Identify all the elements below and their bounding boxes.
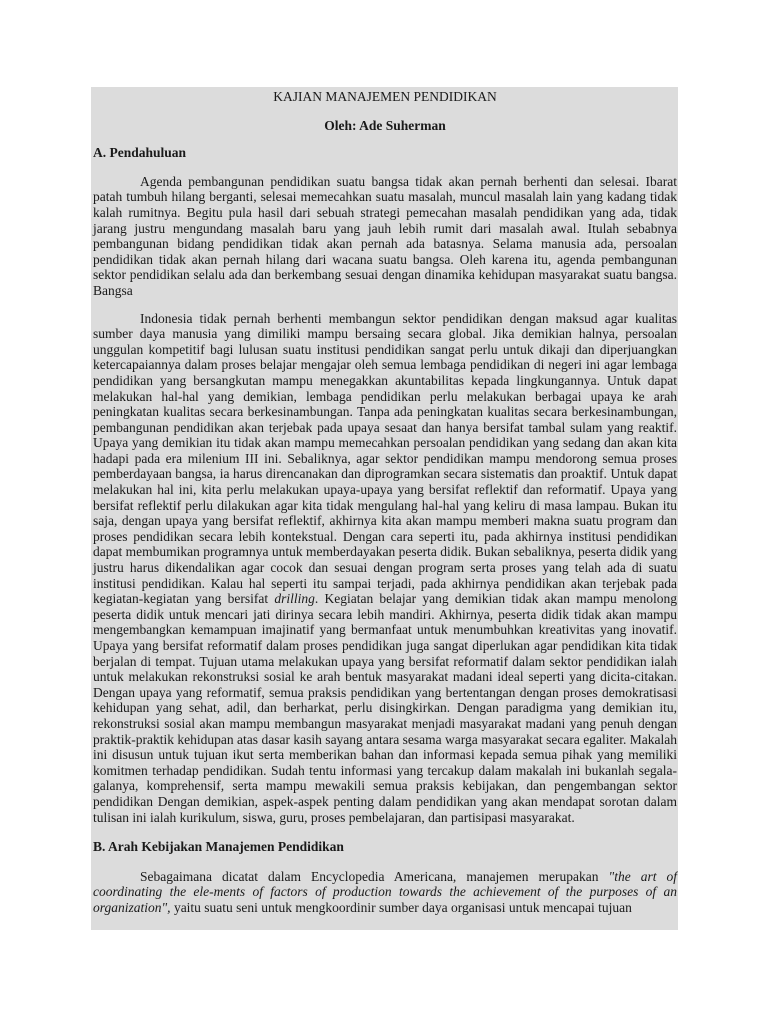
paragraph-2-text-end: . Kegiatan belajar yang demikian tidak akan mampu menolong peserta didik untuk mencari jati dirinya secara lebih mandiri. Akhirnya, peserta didik tidak akan mampu mengembangkan kemampuan imajinatif yang bermanfaat untuk menumbuhkan kreativitas yang inovatif. Upaya yang bersifat reformatif dalam proses pendidikan juga sangat diperlukan agar pendidikan kita tidak berjalan di tempat. Tujuan utama melakukan upaya yang bersifat reformatif dalam sektor pendidikan ialah untuk melakukan rekonstruksi sosial ke arah bentuk masyarakat madani ideal seperti yang dicita-citakan. Dengan upaya yang reformatif, semua praksis pendidikan yang bertentangan dengan proses demokratisasi kehidupan yang sehat, adil, dan berharkat, perlu disingkirkan. Dengan paradigma yang demikian itu, rekonstruksi sosial akan mampu membangun masyarakat menjadi masyarakat madani yang penuh dengan praktik-praktik kehidupan atas dasar kasih sayang antara sesama warga masyarakat secara egaliter. Makalah ini disusun untuk tujuan ikut serta memberikan bahan dan informasi kepada semua pihak yang memiliki komitmen terhadap pendidikan. Sudah tentu informasi yang tercakup dalam makalah ini bukanlah segala-galanya, komprehensif, serta mampu mewakili semua praksis kebijakan, dan pengembangan sektor pendidikan Dengan demikian, aspek-aspek penting dalam pendidikan yang akan mendapat sorotan dalam tulisan ini ialah kurikulum, siswa, guru, proses pembelajaran, dan partisipasi masyarakat. <box>93 591 677 825</box>
document-author: Oleh: Ade Suherman <box>324 117 446 133</box>
paragraph-b-text-start: Sebagaimana dicatat dalam Encyclopedia Americana, manajemen merupakan <box>140 868 609 884</box>
paragraph-2-text-start: Indonesia tidak pernah berhenti membangun sektor pendidikan dengan maksud agar kualitas sumber daya manusia yang dimiliki mampu bersaing secara global. Jika demikian halnya, persoalan unggulan kompetitif bagi lulusan suatu institusi pendidikan sangat perlu untuk dikaji dan diperjuangkan ketercapaiannya dalam proses belajar mengajar oleh semua lembaga pendidikan di negeri ini agar lembaga pendidikan yang bersangkutan mampu menegakkan akuntabilitas kepada lingkungannya. Untuk dapat melakukan hal-hal yang demikian, lembaga pendidikan perlu melakukan berbagai upaya ke arah peningkatan kualitas secara berkesinambungan. Tanpa ada peningkatan kualitas secara berkesinambungan, pembangunan pendidikan akan terjebak pada upaya sesaat dan hanya bersifat tambal sulam yang reaktif. Upaya yang demikian itu tidak akan mampu memecahkan persoalan pendidikan yang sedang dan akan kita hadapi pada era milenium III ini. Sebaliknya, agar sektor pendidikan mampu mendorong semua proses pemberdayaan bangsa, ia harus direncanakan dan diprogramkan secara sistematis dan proaktif. Untuk dapat melakukan hal ini, kita perlu melakukan upaya-upaya yang bersifat reflektif dan reformatif. Upaya yang bersifat reflektif perlu dilakukan agar kita tidak mengulang hal-hal yang keliru di masa lampau. Bukan itu saja, dengan upaya yang bersifat reflektif, akhirnya kita akan mampu memberi makna suatu program dan proses pendidikan secara lebih kontekstual. Dengan cara seperti itu, pada akhirnya institusi pendidikan dapat membumikan programnya untuk memberdayakan peserta didik. Bukan sebaliknya, peserta didik yang justru harus dikendalikan agar cocok dan sesuai dengan program serta proses yang telah ada di suatu institusi pendidikan. Kalau hal seperti itu sampai terjadi, pada akhirnya pendidikan akan terjebak pada kegiatan-kegiatan yang bersifat <box>93 310 677 607</box>
italic-quote-definition: "the art of coordinating the ele-ments of factors of production towards the achievement of the purposes of an organization", <box>93 868 677 915</box>
section-a-paragraph-1: Agenda pembangunan pendidikan suatu bangsa tidak akan pernah berhenti dan selesai. Ibarat patah tumbuh hilang berganti, selesai memecahkan suatu masalah, muncul masalah lain yang kadang tidak kalah rumitnya. Begitu pula hasil dari sebuah strategi pemecahan masalah pendidikan yang ada, tidak jarang justru mengundang masalah baru yang jauh lebih rumit dari masalah awal. Itulah sebabnya pembangunan bidang pendidikan tidak akan pernah ada batasnya. Selama manusia ada, persoalan pendidikan tidak akan pernah hilang dari wacana suatu bangsa. Oleh karena itu, agenda pembangunan sektor pendidikan selalu ada dan berkembang sesuai dengan dinamika kehidupan masyarakat suatu bangsa. Bangsa <box>93 173 677 298</box>
section-a-heading: A. Pendahuluan <box>93 145 187 161</box>
section-b-heading: B. Arah Kebijakan Manajemen Pendidikan <box>93 839 344 855</box>
section-b-paragraph-1 <box>93 869 677 916</box>
document-page <box>91 87 678 930</box>
document-title: KAJIAN MANAJEMEN PENDIDIKAN <box>273 89 497 104</box>
italic-term-drilling: drilling <box>274 591 315 607</box>
section-a-paragraph-2 <box>93 311 677 826</box>
paragraph-b-text-end: yaitu suatu seni untuk mengkoordinir sumber daya organisasi untuk mencapai tujuan <box>170 899 632 915</box>
